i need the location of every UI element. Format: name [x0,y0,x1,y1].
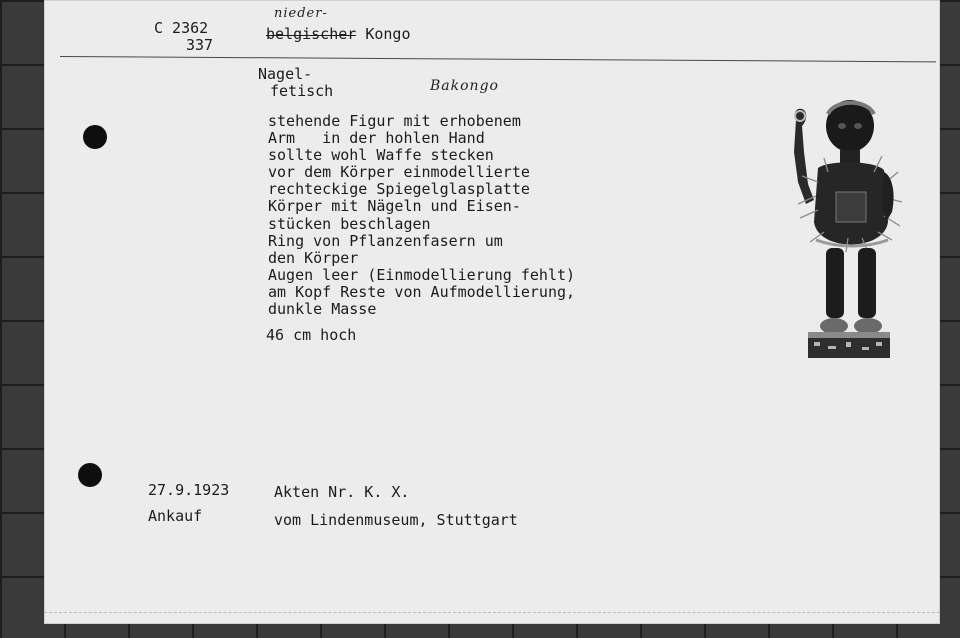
struck-region: belgischer [266,25,357,43]
description [268,113,575,318]
file-reference: Akten Nr. K. X. [274,483,410,501]
region-line [266,26,411,43]
description-line: am Kopf Reste von Aufmodellierung, [268,282,576,301]
description-line: Körper mit Nägeln und Eisen- [268,197,521,216]
nail-fetish-figure-photo [788,92,908,364]
sub-number: 337 [186,36,214,54]
catalog-number: C 2362 [154,19,209,37]
acquisition-date: 27.9.1923 [148,481,230,499]
description-line: stücken beschlagen [268,214,431,233]
description-line: dunkle Masse [268,300,377,319]
catalog-card [44,0,940,624]
description-line: rechteckige Spiegelglasplatte [268,180,530,199]
description-line: den Körper [268,248,359,267]
object-name-line2: fetisch [270,82,334,100]
handwritten-people: Bakongo [430,78,499,94]
description-line: sollte wohl Waffe stecken [268,146,494,165]
height-note: 46 cm hoch [266,326,357,344]
description-line: Ring von Pflanzenfasern um [268,231,503,250]
description-line: stehende Figur mit erhobenem [268,112,521,130]
card-bottom-edge [44,612,940,614]
acquisition-type: Ankauf [148,507,203,525]
description-line: vor dem Körper einmodellierte [268,163,530,182]
object-name-line1: Nagel- [258,65,313,83]
header-rule [60,56,936,62]
punch-hole-top [83,125,107,149]
region: Kongo [365,25,411,43]
description-line: Arm in der hohlen Hand [268,129,485,148]
handwritten-region-correction: nieder- [274,6,328,21]
acquisition-source: vom Lindenmuseum, Stuttgart [274,511,518,529]
punch-hole-bottom [78,463,102,487]
description-line: Augen leer (Einmodellierung fehlt) [268,265,576,284]
